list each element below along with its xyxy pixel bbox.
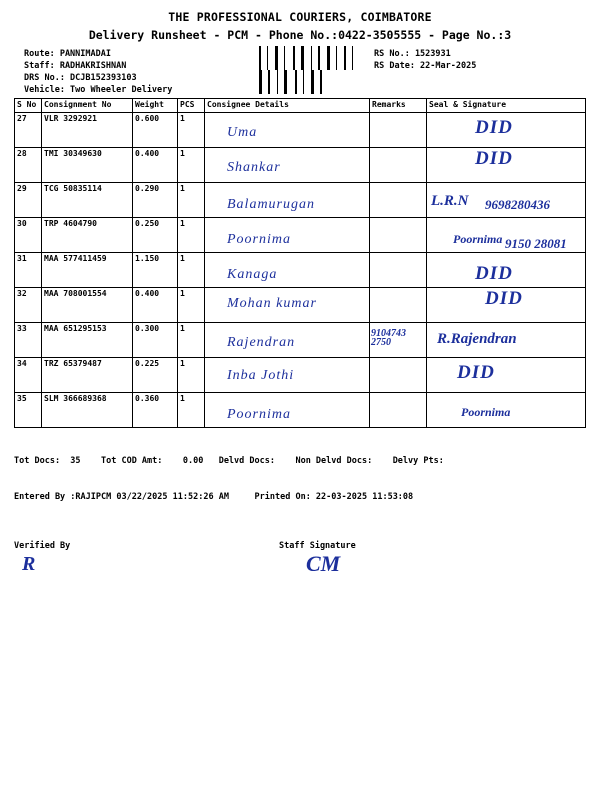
cell-weight: 0.400 xyxy=(133,288,178,323)
consignee-handwriting: Balamurugan xyxy=(227,197,315,212)
table-row xyxy=(15,148,586,183)
cell-sno: 34 xyxy=(15,358,42,393)
consignee-handwriting: Poornima xyxy=(227,407,291,422)
cell-sno: 28 xyxy=(15,148,42,183)
cell-pcs: 1 xyxy=(178,183,205,218)
cell-consignee xyxy=(205,113,370,148)
rs-no-line: RS No.: 1523931 xyxy=(374,49,451,59)
cell-weight: 0.400 xyxy=(133,148,178,183)
cell-remarks xyxy=(370,113,427,148)
cell-remarks xyxy=(370,253,427,288)
cell-signature xyxy=(427,358,586,393)
totals-block xyxy=(14,431,586,527)
cell-signature xyxy=(427,113,586,148)
cell-consignment: MAA 651295153 xyxy=(42,323,133,358)
verified-signature-mark: R xyxy=(22,553,36,575)
cell-consignment: TCG 50835114 xyxy=(42,183,133,218)
verified-by-label: Verified By xyxy=(14,541,71,551)
cell-sno: 31 xyxy=(15,253,42,288)
cell-consignment: SLM 366689368 xyxy=(42,393,133,428)
cell-pcs: 1 xyxy=(178,218,205,253)
route-line: Route: PANNIMADAI xyxy=(24,49,111,59)
consignee-handwriting: Poornima xyxy=(227,232,291,247)
signature-mark: DID xyxy=(475,148,513,169)
runsheet-table xyxy=(14,98,586,428)
signature-mark: DID xyxy=(475,117,513,138)
table-row xyxy=(15,393,586,428)
cell-remarks xyxy=(370,393,427,428)
cell-signature xyxy=(427,253,586,288)
rs-date-line: RS Date: 22-Mar-2025 xyxy=(374,61,477,71)
cell-sno: 33 xyxy=(15,323,42,358)
table-row xyxy=(15,323,586,358)
cell-consignment: TRP 4604790 xyxy=(42,218,133,253)
cell-signature xyxy=(427,288,586,323)
table-row xyxy=(15,183,586,218)
cell-pcs: 1 xyxy=(178,393,205,428)
signature-mark: Poornima xyxy=(453,232,503,246)
vehicle-line: Vehicle: Two Wheeler Delivery xyxy=(24,85,173,95)
totals-line-2: Entered By :RAJIPCM 03/22/2025 11:52:26 AM Printed On: 22-03-2025 11:53:08 xyxy=(14,492,414,502)
cell-consignment: VLR 3292921 xyxy=(42,113,133,148)
signature-mark: R.Rajendran xyxy=(437,331,517,347)
cell-remarks xyxy=(370,323,427,358)
col-consignment: Consignment No xyxy=(42,99,133,113)
table-header-row xyxy=(15,99,586,113)
drs-line: DRS No.: DCJB152393103 xyxy=(24,73,137,83)
table-row xyxy=(15,113,586,148)
cell-consignee xyxy=(205,323,370,358)
table-row xyxy=(15,288,586,323)
cell-remarks xyxy=(370,358,427,393)
page-subtitle: Delivery Runsheet - PCM - Phone No.:0422-3505555 - Page No.:3 xyxy=(88,28,512,42)
cell-remarks xyxy=(370,148,427,183)
cell-sno: 35 xyxy=(15,393,42,428)
cell-remarks xyxy=(370,183,427,218)
consignee-handwriting: Uma xyxy=(227,125,258,140)
footer-block xyxy=(14,541,586,611)
consignee-handwriting: Inba Jothi xyxy=(227,368,295,383)
cell-consignee xyxy=(205,288,370,323)
cell-consignee xyxy=(205,393,370,428)
consignee-handwriting: Shankar xyxy=(227,160,281,175)
signature-phone: 9698280436 xyxy=(485,197,550,212)
signature-phone: 9150 28081 xyxy=(505,236,567,251)
remark-handwriting: 9104743 2750 xyxy=(371,328,406,348)
cell-sno: 27 xyxy=(15,113,42,148)
table-row xyxy=(15,253,586,288)
page-title: THE PROFESSIONAL COURIERS, COIMBATORE xyxy=(168,10,432,24)
cell-weight: 1.150 xyxy=(133,253,178,288)
table-body xyxy=(15,113,586,428)
col-consignee: Consignee Details xyxy=(205,99,370,113)
cell-remarks xyxy=(370,288,427,323)
cell-signature xyxy=(427,183,586,218)
cell-signature xyxy=(427,148,586,183)
cell-consignee xyxy=(205,253,370,288)
staff-line: Staff: RADHAKRISHNAN xyxy=(24,61,127,71)
signature-mark: DID xyxy=(457,362,495,383)
table-row xyxy=(15,358,586,393)
cell-pcs: 1 xyxy=(178,253,205,288)
cell-pcs: 1 xyxy=(178,323,205,358)
cell-consignee xyxy=(205,183,370,218)
totals-line-1: Tot Docs: 35 Tot COD Amt: 0.00 Delvd Docs: Non Delvd Docs: Delvy Pts: xyxy=(14,456,444,466)
staff-signature-label: Staff Signature xyxy=(279,541,356,551)
header-left xyxy=(24,48,172,96)
col-pcs: PCS xyxy=(178,99,205,113)
signature-mark: DID xyxy=(485,288,523,309)
cell-sno: 30 xyxy=(15,218,42,253)
cell-pcs: 1 xyxy=(178,288,205,323)
cell-sno: 29 xyxy=(15,183,42,218)
cell-consignment: TMI 30349630 xyxy=(42,148,133,183)
cell-consignment: MAA 577411459 xyxy=(42,253,133,288)
consignee-handwriting: Kanaga xyxy=(227,267,278,282)
cell-consignee xyxy=(205,358,370,393)
cell-consignee xyxy=(205,218,370,253)
cell-consignment: TRZ 65379487 xyxy=(42,358,133,393)
staff-signature-mark: CM xyxy=(306,551,341,576)
header-block xyxy=(14,48,586,96)
cell-weight: 0.250 xyxy=(133,218,178,253)
cell-consignment: MAA 708001554 xyxy=(42,288,133,323)
table-row xyxy=(15,218,586,253)
cell-signature xyxy=(427,393,586,428)
cell-weight: 0.225 xyxy=(133,358,178,393)
cell-signature xyxy=(427,218,586,253)
cell-signature xyxy=(427,323,586,358)
col-remarks: Remarks xyxy=(370,99,427,113)
cell-weight: 0.360 xyxy=(133,393,178,428)
cell-sno: 32 xyxy=(15,288,42,323)
col-signature: Seal & Signature xyxy=(427,99,586,113)
header-right xyxy=(374,48,476,72)
cell-pcs: 1 xyxy=(178,358,205,393)
signature-mark: DID xyxy=(475,263,513,284)
cell-weight: 0.600 xyxy=(133,113,178,148)
col-weight: Weight xyxy=(133,99,178,113)
cell-weight: 0.290 xyxy=(133,183,178,218)
cell-remarks xyxy=(370,218,427,253)
signature-mark: L.R.N xyxy=(431,193,469,209)
cell-consignee xyxy=(205,148,370,183)
cell-pcs: 1 xyxy=(178,148,205,183)
col-sno: S No xyxy=(15,99,42,113)
barcode xyxy=(259,46,359,72)
consignee-handwriting: Mohan kumar xyxy=(227,296,317,311)
cell-pcs: 1 xyxy=(178,113,205,148)
cell-weight: 0.300 xyxy=(133,323,178,358)
signature-mark: Poornima xyxy=(461,405,511,419)
consignee-handwriting: Rajendran xyxy=(227,335,296,350)
